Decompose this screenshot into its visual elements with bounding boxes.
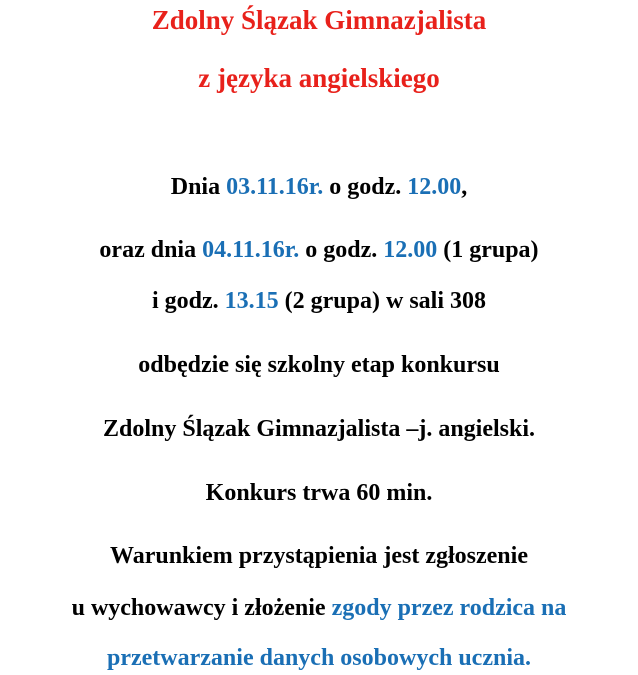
day1-mid: o godz. [323, 174, 408, 200]
contest-name: Zdolny Ślązak Gimnazjalista –j. angielski. [102, 416, 536, 442]
day2-mid: o godz. [299, 237, 384, 263]
condition-line-3: przetwarzanie danych osobowych ucznia. [107, 645, 531, 671]
condition-line-2 [0, 593, 638, 623]
condition-line-2-highlight: zgody przez rodzica na [331, 595, 567, 621]
day2-suffix: (1 grupa) [437, 237, 539, 263]
day2-time: 12.00 [383, 237, 438, 263]
duration-text: Konkurs trwa 60 min. [205, 480, 433, 506]
condition-line-1: Warunkiem przystąpienia jest zgłoszenie [110, 543, 528, 569]
day2-prefix: oraz dnia [99, 237, 203, 263]
day1-suffix: , [461, 174, 468, 200]
group2-prefix: i godz. [151, 288, 225, 314]
title-line-1: Zdolny Ślązak Gimnazjalista [151, 5, 487, 35]
day2-date: 04.11.16r. [202, 237, 300, 263]
stage-text: odbędzie się szkolny etap konkursu [138, 352, 500, 378]
title-line-2: z języka angielskiego [198, 63, 440, 93]
schedule-day-2 [0, 235, 638, 265]
day1-time: 12.00 [407, 174, 462, 200]
day1-prefix: Dnia [170, 174, 227, 200]
condition-line-2-prefix: u wychowawcy i złożenie [71, 595, 332, 621]
day1-date: 03.11.16r. [226, 174, 324, 200]
group2-suffix: (2 grupa) w sali 308 [278, 288, 486, 314]
schedule-group-2 [0, 286, 638, 316]
group2-time: 13.15 [224, 288, 279, 314]
schedule-day-1 [0, 172, 638, 202]
